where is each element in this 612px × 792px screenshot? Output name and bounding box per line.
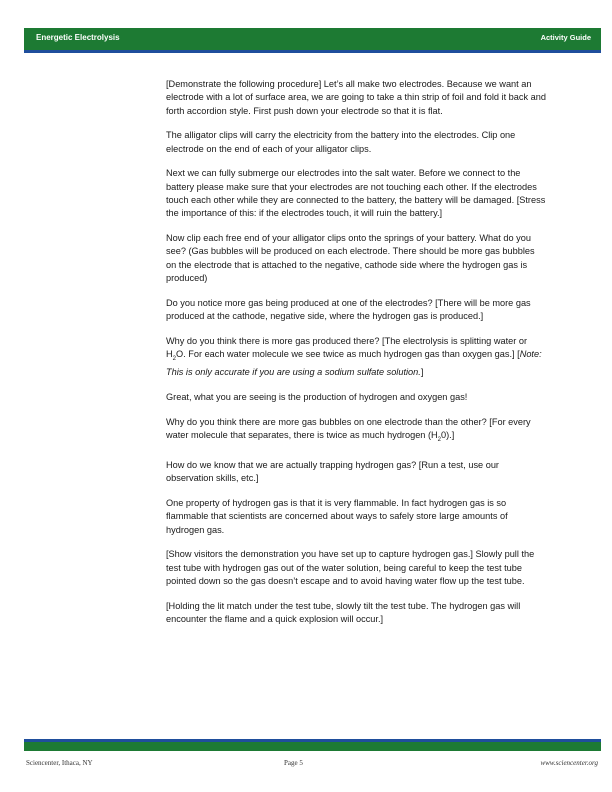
paragraph: Next we can fully submerge our electrodes into the salt water. Before we connect to the battery please make sure that your electrodes are not touching each other. If the electrodes touch each other while they are connected to the battery, the battery will be damaged. [Stress the importance of this: if the electrodes touch, it will ruin the battery.] xyxy=(166,168,546,219)
text-run: ] xyxy=(420,367,424,378)
text-run: Why do you think there is more gas produced there? [The electrolysis is splitting water or H xyxy=(166,335,528,360)
paragraph: Great, what you are seeing is the production of hydrogen and oxygen gas! xyxy=(166,392,468,403)
document-body xyxy=(166,78,546,638)
paragraph: The alligator clips will carry the electricity from the battery into the electrodes. Clip one electrode on the end of each of your alligator clips. xyxy=(166,130,516,154)
paragraph: Do you notice more gas being produced at one of the electrodes? [There will be more gas produced at the cathode, negative side, where the hydrogen gas is produced.] xyxy=(166,297,531,322)
paragraph: How do we know that we are actually trapping hydrogen gas? [Run a test, use our observation skills, etc.] xyxy=(166,459,499,484)
page-header xyxy=(24,28,601,50)
paragraph: Now clip each free end of your alligator clips onto the springs of your battery. What do you see? (Gas bubbles will be produced on each electrode. There should be more gas bubbles on the electrode that is attached to the negative, cathode side where the hydrogen gas is produced) xyxy=(166,233,535,284)
page-number: Page 5 xyxy=(284,759,303,767)
header-title: Energetic Electrolysis xyxy=(36,33,120,42)
header-rule xyxy=(24,50,601,53)
footer-organization: Sciencenter, Ithaca, NY xyxy=(26,759,93,767)
note-text: Note: This is only accurate if you are using a sodium sulfate solution. xyxy=(166,349,542,378)
text-run: Why do you think there are more gas bubbles on one electrode than the other? [For every water molecule that separates, there is twice as much hydrogen (H xyxy=(166,416,531,441)
paragraph: [Holding the lit match under the test tube, slowly tilt the test tube. The hydrogen gas will encounter the flame and a quick explosion will occur.] xyxy=(166,600,521,625)
text-run: O. For each water molecule we see twice as much hydrogen gas than oxygen gas.] [ xyxy=(175,349,520,360)
paragraph: [Show visitors the demonstration you have set up to capture hydrogen gas.] Slowly pull the test tube with hydrogen gas out of the water solution, being careful to keep the test tube pointed down so the gas doesn’t escape and to avoid having water flow up the test tube. xyxy=(166,549,535,586)
paragraph: One property of hydrogen gas is that it is very flammable. In fact hydrogen gas is so flammable that scientists are concerned about ways to safely store large amounts of hydrogen gas. xyxy=(166,497,508,535)
footer-website: www.sciencenter.org xyxy=(540,759,598,767)
subscript: 2 xyxy=(172,356,176,363)
paragraph: [Demonstrate the following procedure] Let’s all make two electrodes. Because we want an electrode with a lot of surface area, we are going to take a thin strip of foil and fold it back and forth accordion style. First push down your electrode so that it is flat. xyxy=(166,79,546,116)
header-guide-label: Activity Guide xyxy=(540,33,591,42)
paragraph xyxy=(166,416,546,447)
footer-band xyxy=(24,742,601,751)
paragraph xyxy=(166,335,546,380)
text-run: 0).] xyxy=(441,430,455,441)
subscript: 2 xyxy=(437,437,442,444)
